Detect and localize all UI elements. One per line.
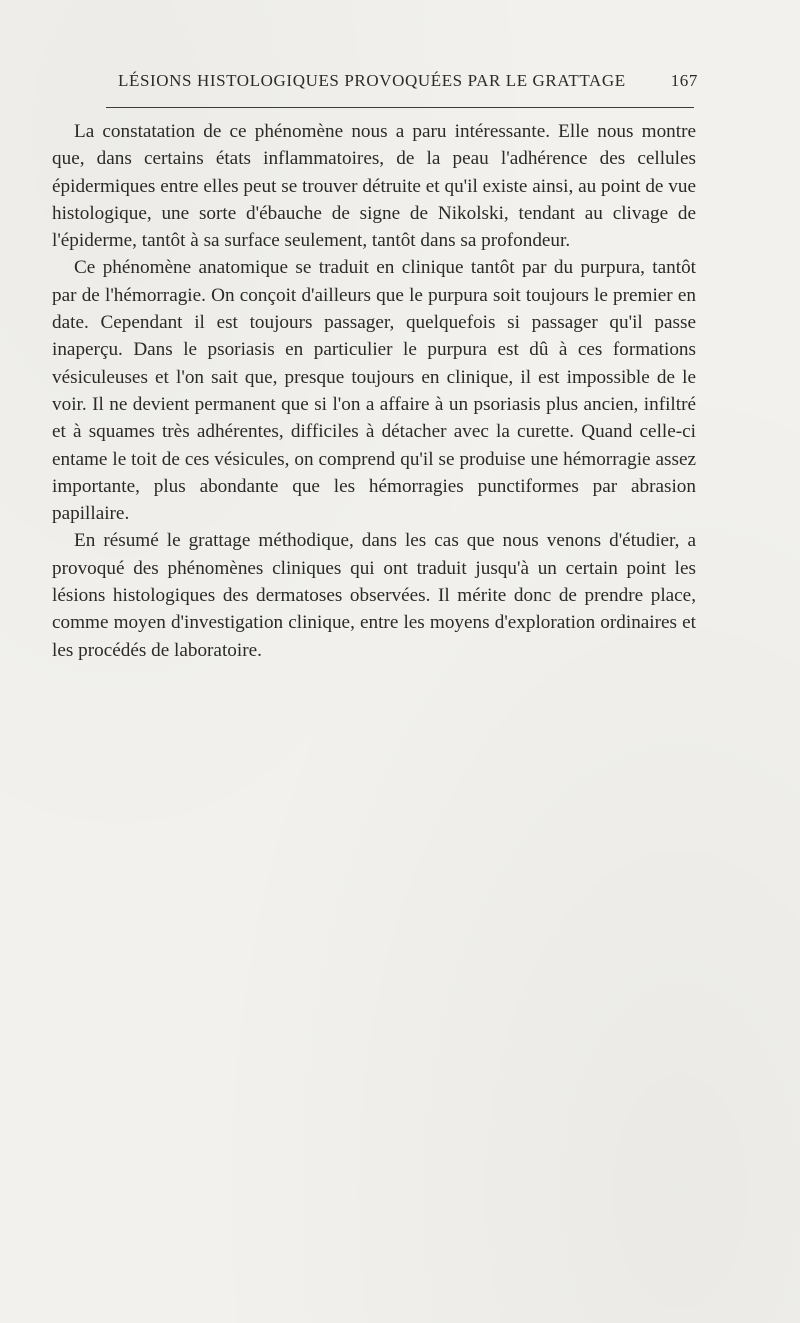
header-rule: [106, 107, 694, 108]
paragraph-3: En résumé le grattage méthodique, dans les cas que nous venons d'étudier, a provoqué des phénomènes cliniques qui ont traduit jusqu'à un certain point les lésions histologiques des dermatoses observées. Il mérite donc de prendre place, comme moyen d'investigation clinique, entre les moyens d'exploration ordinaires et les procédés de laboratoire.: [52, 530, 696, 661]
body-text: [52, 118, 696, 664]
paragraph-1: La constatation de ce phénomène nous a paru intéressante. Elle nous montre que, dans certains états inflammatoires, de la peau l'adhérence des cellules épidermiques entre elles peut se trouver détruite et qu'il existe ainsi, au point de vue histologique, une sorte d'ébauche de signe de Nikolski, tendant au clivage de l'épiderme, tantôt à sa surface seulement, tantôt dans sa profondeur.: [52, 121, 696, 252]
running-title: LÉSIONS HISTOLOGIQUES PROVOQUÉES PAR LE GRATTAGE: [118, 71, 626, 90]
page-header: [118, 71, 698, 97]
page-number: 167: [670, 71, 698, 90]
paragraph-2: Ce phénomène anatomique se traduit en clinique tantôt par du purpura, tantôt par de l'hémorragie. On conçoit d'ailleurs que le purpura soit toujours le premier en date. Cependant il est toujours passager, quelquefois si passager qu'il passe inaperçu. Dans le psoriasis en particulier le purpura est dû à ces formations vésiculeuses et l'on sait que, presque toujours en clinique, il est impossible de le voir. Il ne devient permanent que si l'on a affaire à un psoriasis plus ancien, infiltré et à squames très adhérentes, difficiles à détacher avec la curette. Quand celle-ci entame le toit de ces vésicules, on comprend qu'il se produise une hémorragie assez importante, plus abondante que les hémorragies punctiformes par abrasion papillaire.: [52, 257, 696, 525]
